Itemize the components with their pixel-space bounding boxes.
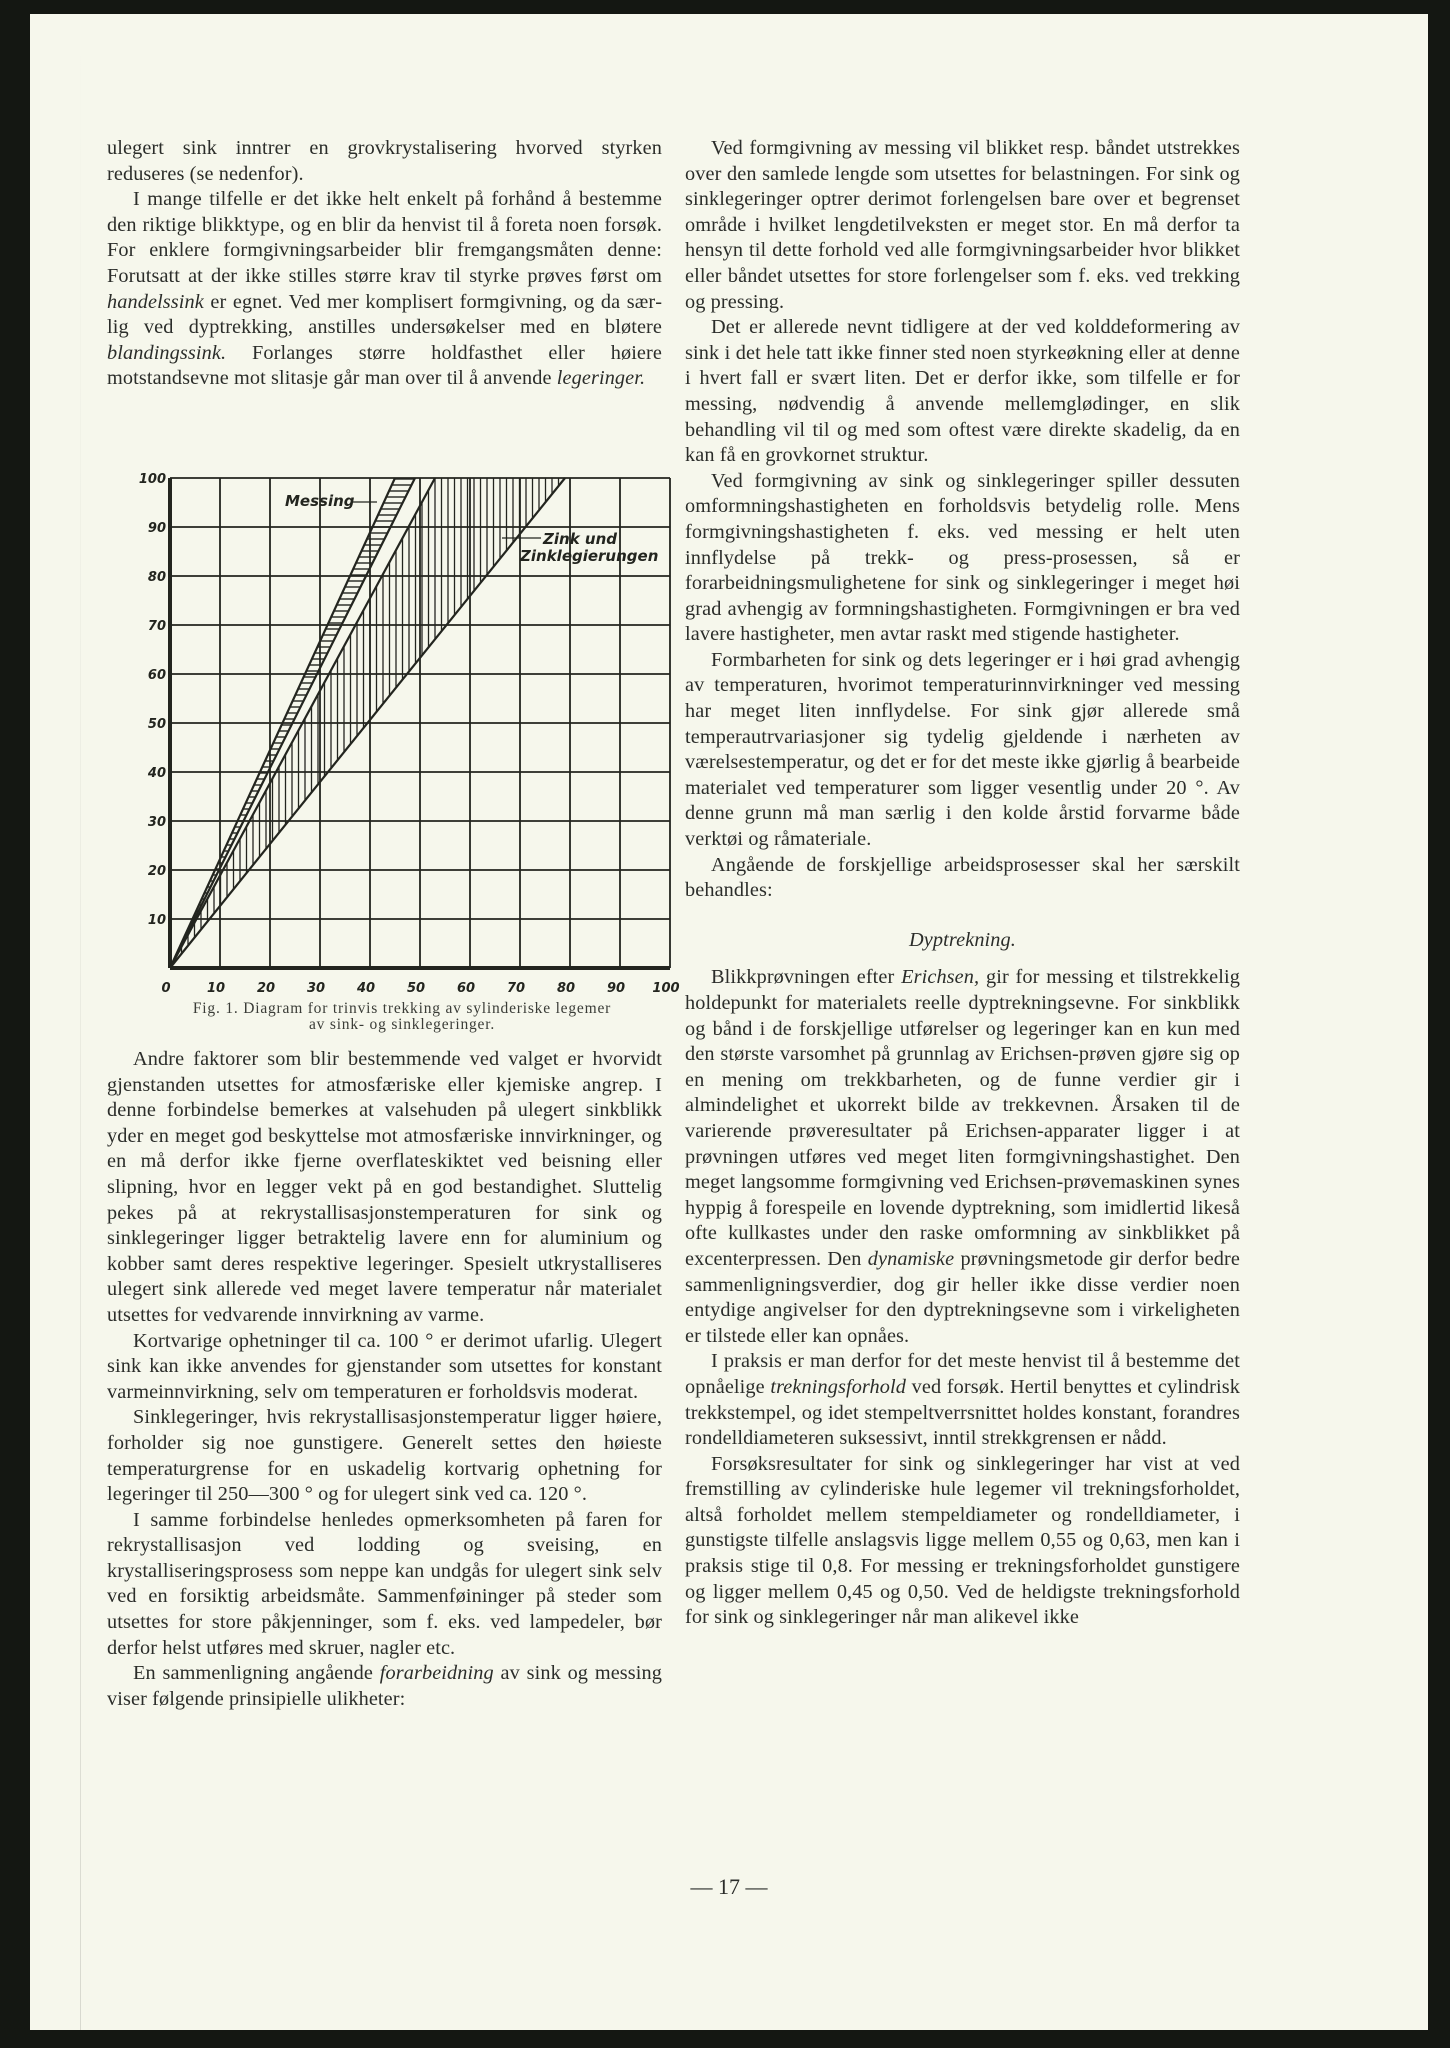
- label-messing: Messing: [285, 492, 355, 510]
- paragraph: ulegert sink inntrer en grovkrystalisering hvorved styrken reduseres (se nedenfor).: [107, 137, 662, 185]
- paragraph: Ved formgivning av messing vil blikket resp. båndet utstrekkes over den samlede lengde som utsettes for belastningen. For sink og sinklegeringer optrer derimot forlengelsen bare over et begrenset område i hvilket lengdetilveksten er meget stor. En må derfor ta hensyn til dette forhold ved alle formgivningsarbeider hvor blikket eller båndet utsettes for store forlengelser som f. eks. ved trekking og pressing.: [685, 137, 1240, 313]
- y-tick-label: 20: [147, 864, 166, 879]
- paragraph: I samme forbindelse henledes opmerksomheten på faren for rekrystallisasjon ved lodding og sveising, en krystalliseringsprosess som neppe kan undgås for ulegert sink selv ved en forsiktig arbeidsmåte. Sammenføininger på steder som utsettes for store påkjenninger, som f. eks. ved lampedeler, bør derfor helst utføres med skruer, nagler etc.: [107, 1508, 662, 1659]
- emphasis: dynamiske: [867, 1247, 955, 1270]
- paragraph: Ved formgivning av sink og sinklegeringer spiller dessuten omformningshastigheten en forholdsvis betydelig rolle. Mens formgivningshastigheten f. eks. ved messing er helt uten innflydelse på trekk- og press-prosessen, så er forarbeidningsmulighetene for sink og sinklegeringer i meget høi grad avhengig av formningshastigheten. Formgivningen er bra ved lavere hastigheter, men avtar raskt med stigende hastigheter.: [685, 469, 1240, 646]
- y-tick-label: 50: [147, 717, 166, 732]
- y-tick-label: 60: [147, 668, 166, 683]
- paragraph: I mange tilfelle er det ikke helt enkelt på forhånd å bestemme den riktige blikktype, og en blir da henvist til å foreta noen forsøk. For enklere formgivningsarbeider blir fremgangsmåten denne: Forutsatt at der ikke stilles større krav til styrke prøves først om handelssink er egnet. Ved mer komplisert formgivning, og da særlig ved dyptrekking, anstilles undersøkelser med en bløtere blandingssink. Forlanges større holdfasthet eller høiere motstandsevne mot slitasje går man over til å anvende legeringer.: [107, 188, 662, 390]
- y-tick-label: 30: [147, 815, 166, 830]
- figure-caption: [107, 1001, 697, 1033]
- figure-1: [107, 458, 697, 1038]
- emphasis: Erichsen,: [901, 966, 980, 989]
- left-column-bottom: [107, 1047, 662, 1712]
- emphasis: trekningsforhold: [770, 1375, 907, 1398]
- paragraph: Angående de forskjellige arbeidsprosesser skal her særskilt behandles:: [685, 853, 1240, 902]
- paragraph: Sinklegeringer, hvis rekrystallisasjonstemperatur ligger høiere, forholder sig noe gunstigere. Generelt settes den høieste temperaturgrense for en uskadelig kortvarig ophetning for legeringer til 250—300 ° og for ulegert sink ved ca. 120 °.: [107, 1406, 662, 1506]
- x-tick-label: 60: [456, 981, 476, 996]
- emphasis: blandingssink.: [107, 341, 227, 364]
- emphasis: forarbeidning: [379, 1662, 494, 1685]
- x-tick-label: 10: [206, 981, 226, 996]
- paragraph: I praksis er man derfor for det meste henvist til å bestemme det opnåelige trekningsforhold ved forsøk. Hertil benyttes et cylindrisk trekkstempel, og idet stempeltverrsnittet holdes konstant, forandres rondelldiameteren suksessivt, inntil strekkgrensen er nådd.: [685, 1350, 1240, 1450]
- x-tick-label: 20: [256, 981, 276, 996]
- x-tick-label: 80: [556, 981, 576, 996]
- y-tick-label: 10: [147, 913, 166, 928]
- figure-caption-line-1: Fig. 1. Diagram for trinvis trekking av sylinderiske legemer: [192, 1000, 612, 1017]
- figure-caption-line-2: av sink- og sinklegeringer.: [308, 1016, 496, 1033]
- label-zink-line-2: Zinklegierungen: [520, 547, 659, 565]
- paragraph: En sammenligning angående forarbeidning av sink og messing viser følgende prinsipielle ulikheter:: [107, 1662, 662, 1710]
- x-tick-label: 0: [161, 981, 171, 996]
- y-tick-label: 40: [147, 766, 166, 781]
- label-zink-line-1: Zink und: [543, 530, 617, 548]
- right-column-dyptrekning-body: [685, 965, 1240, 1630]
- page-fold-shadow: [80, 14, 81, 2030]
- paragraph: Formbarheten for sink og dets legeringer er i høi grad avhengig av temperaturen, hvorimot temperaturinnvirkninger ved messing har meget liten innflydelse. For sink gjør allerede små temperautrvariasjoner sig tydelig gjeldende i nærheten av værelsestemperatur, og det er for det meste ikke gjørlig å bearbeide materialet ved temperaturer som ligger vesentlig under 20 °. Av denne grunn må man særlig i den kolde årstid forvarme både verktøi og råmateriale.: [685, 648, 1240, 851]
- x-tick-label: 70: [506, 981, 526, 996]
- x-tick-label: 90: [606, 981, 626, 996]
- x-tick-label: 50: [406, 981, 426, 996]
- document-page: [30, 14, 1428, 2030]
- paragraph: Blikkprøvningen efter Erichsen, gir for messing et tilstrekkelig holdepunkt for materialets reelle dyptrekningsevne. For sinkblikk og bånd i de forskjellige utførelser og legeringer kan en kun med den største varsomhet på grunnlag av Erichsen-prøven gjøre sig op en mening om trekkbarheten, og de funne verdier gir i almindelighet et ukorrekt bilde av trekkevnen. Årsaken til de varierende prøveresultater på Erichsen-apparater ligger i at prøvningen utføres ved meget liten formgivningshastighet. Den meget langsomme formgivning ved Erichsen-prøvemaskinen synes hyppig å forespeile en lovende dyptrekning, som imidlertid likeså ofte kullkastes under den raske omformning av sinkblikket på excenterpressen. Den dynamiske prøvningsmetode gir derfor bedre sammenligningsverdier, dog gir heller ikke disse verdier noen entydige angivelser for den dyptrekningsevne som i virkeligheten er tilstede eller kan opnåes.: [685, 966, 1241, 1347]
- emphasis: handelssink: [107, 290, 204, 313]
- drawing-ratio-chart: [107, 458, 697, 998]
- page-number: — 17 —: [690, 1874, 768, 1899]
- x-tick-label: 40: [356, 981, 376, 996]
- paragraph: Kortvarige ophetninger til ca. 100 ° er derimot ufarlig. Ulegert sink kan ikke anvendes for gjenstander som utsettes for konstant varmeinnvirkning, selv om temperaturen er forholdsvis moderat.: [107, 1329, 662, 1403]
- y-tick-label: 80: [147, 570, 166, 585]
- paragraph: Andre faktorer som blir bestemmende ved valget er hvorvidt gjenstanden utsettes for atmosfæriske eller kjemiske angrep. I denne forbindelse bemerkes at valsehuden på ulegert sinkblikk yder en meget god beskyttelse mot atmosfæriske innvirkninger, og en må derfor ikke fjerne overflateskiktet ved beisning eller slipning, hvor en legger vekt på en god bestandighet. Sluttelig pekes på at rekrystallisasjonstemperaturen for sink og sinklegeringer ligger betraktelig lavere enn for aluminium og kobber samt deres respektive legeringer. Spesielt utkrystalliseres ulegert sink allerede ved meget lavere temperatur når materialet utsettes for vedvarende innvirkning av varme.: [107, 1048, 662, 1326]
- right-column-intro: [685, 136, 1240, 904]
- x-tick-label: 30: [306, 981, 326, 996]
- paragraph: Forsøksresultater for sink og sinklegeringer har vist at ved fremstilling av cylinderiske hule legemer vil trekningsforholdet, altså forholdet mellem stempeldiameter og rondelldiameter, i gunstigste tilfelle anslagsvis ligge mellem 0,55 og 0,63, men kan i praksis stige til 0,8. For messing er trekningsforholdet gunstigere og ligger mellem 0,45 og 0,50. Ved de heldigste trekningsforhold for sink og sinklegeringer når man alikevel ikke: [685, 1452, 1240, 1629]
- y-tick-label: 90: [147, 521, 166, 536]
- x-tick-label: 100: [652, 981, 680, 996]
- emphasis: legeringer.: [556, 367, 646, 390]
- left-column-top: [107, 136, 662, 392]
- y-tick-label: 100: [138, 472, 166, 487]
- section-heading-dyptrekning: Dyptrekning.: [909, 928, 1016, 951]
- right-column: [685, 136, 1240, 1631]
- y-tick-label: 70: [147, 619, 166, 634]
- paragraph: Det er allerede nevnt tidligere at der ved kolddeformering av sink i det hele tatt ikke finner sted noen styrkeøkning eller at denne i hvert fall er svært liten. Det er derfor ikke, som tilfelle er for messing, nødvendig å anvende mellemglødinger, en slik behandling vil til og med som oftest være direkte skadelig, da en kan få en grovkornet struktur.: [685, 316, 1240, 467]
